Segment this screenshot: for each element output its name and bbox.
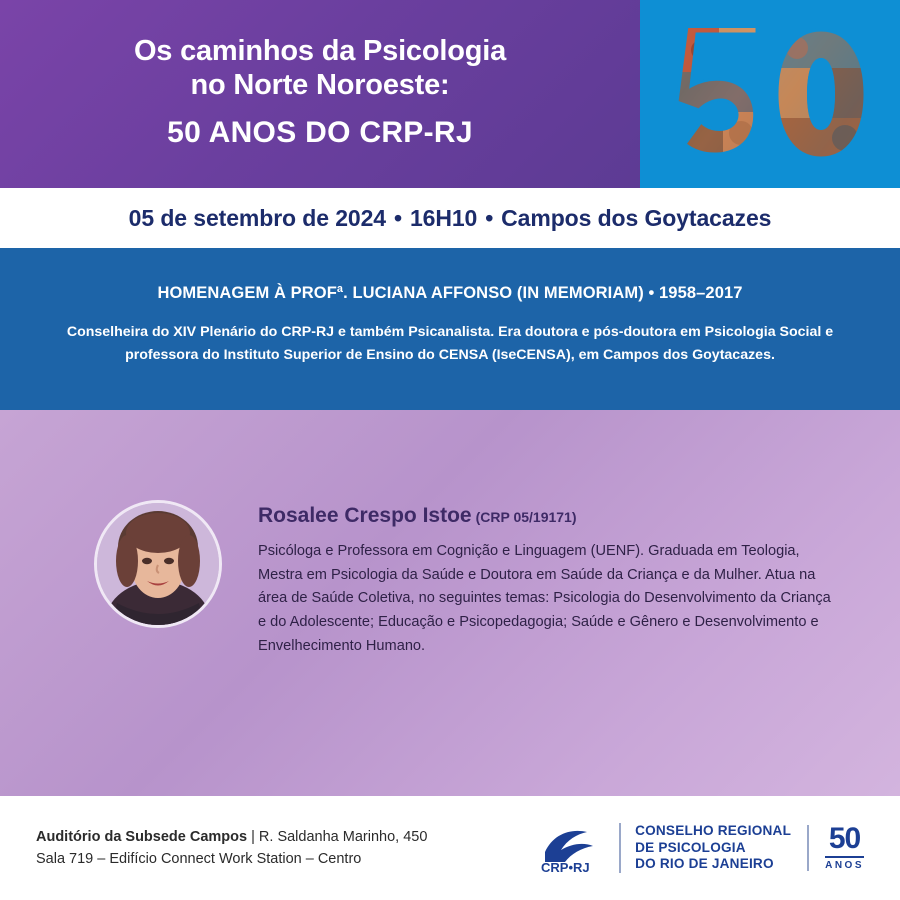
venue-address: | R. Saldanha Marinho, 450 [251, 828, 428, 845]
datebar-separator-1: • [393, 204, 402, 231]
fifty-mark [668, 28, 872, 160]
page-title-line-2: no Norte Noroeste: [190, 69, 450, 102]
anniversary-word: ANOS [825, 856, 864, 871]
tribute-section [0, 248, 900, 410]
crp-logo [537, 822, 791, 874]
header-title-block [0, 0, 640, 188]
digit-five-icon [671, 28, 767, 160]
tribute-title: HOMENAGEM À PROFª. LUCIANA AFFONSO (IN MEMORIAM) • 1958–2017 [157, 284, 743, 302]
anniversary-number: 50 [828, 822, 861, 856]
poster-footer [0, 796, 900, 900]
venue-name: Auditório da Subsede Campos [36, 828, 248, 845]
event-time: 16H10 [409, 204, 478, 231]
org-line-3: DO RIO DE JANEIRO [635, 856, 774, 872]
poster-header [0, 0, 900, 188]
org-line-2: DE PSICOLOGIA [635, 839, 746, 855]
venue-info [36, 826, 427, 871]
speaker-name: Rosalee Crespo Istoe [258, 504, 472, 527]
speaker-bio: Psicóloga e Professora em Cognição e Linguagem (UENF). Graduada em Teologia, Mestra em Psicologia da Saúde e Doutora em Saúde da Criança e da Mulher. Atua na área de Saúde Coletiva, no seguintes temas: Psicologia do Desenvolvimento da Criança e do Adolescente; Educação e Psicopedagogia; Saúde e Gênero e Desenvolvimento e Envelhecimento Humano. [258, 543, 831, 654]
event-datebar [0, 188, 900, 248]
org-line-1: CONSELHO REGIONAL [635, 822, 792, 838]
anniversary-graphic [640, 0, 900, 188]
avatar [94, 500, 222, 628]
anniversary-badge [807, 822, 864, 871]
footer-logos [537, 822, 864, 874]
page-title-line-1: Os caminhos da Psicologia [133, 35, 507, 68]
digit-zero-icon [773, 28, 869, 160]
event-city: Campos dos Goytacazes [501, 204, 772, 231]
event-date: 05 de setembro de 2024 [128, 204, 386, 231]
page-title-line-3: 50 ANOS DO CRP-RJ [167, 115, 473, 149]
crp-organization-name [619, 823, 791, 874]
venue-line-1 [36, 826, 427, 848]
speaker-crp-number: (CRP 05/19171) [475, 509, 577, 525]
speaker-details [258, 500, 842, 658]
tribute-body: Conselheira do XIV Plenário do CRP-RJ e também Psicanalista. Era doutora e pós-doutora em Psicologia Social e professora do Instituto Superior de Ensino do CENSA (IseCENSA), em Campos dos Goytacazes. [66, 324, 834, 364]
speaker-heading [258, 504, 842, 528]
datebar-separator-2: • [485, 204, 494, 231]
portrait-icon [97, 503, 219, 625]
crp-bird-icon [537, 822, 609, 874]
avatar-column [58, 500, 258, 628]
svg-text:CRP•RJ: CRP•RJ [541, 860, 590, 874]
speaker-section [0, 410, 900, 796]
venue-line-2: Sala 719 – Edifício Connect Work Station – Centro [36, 851, 362, 867]
